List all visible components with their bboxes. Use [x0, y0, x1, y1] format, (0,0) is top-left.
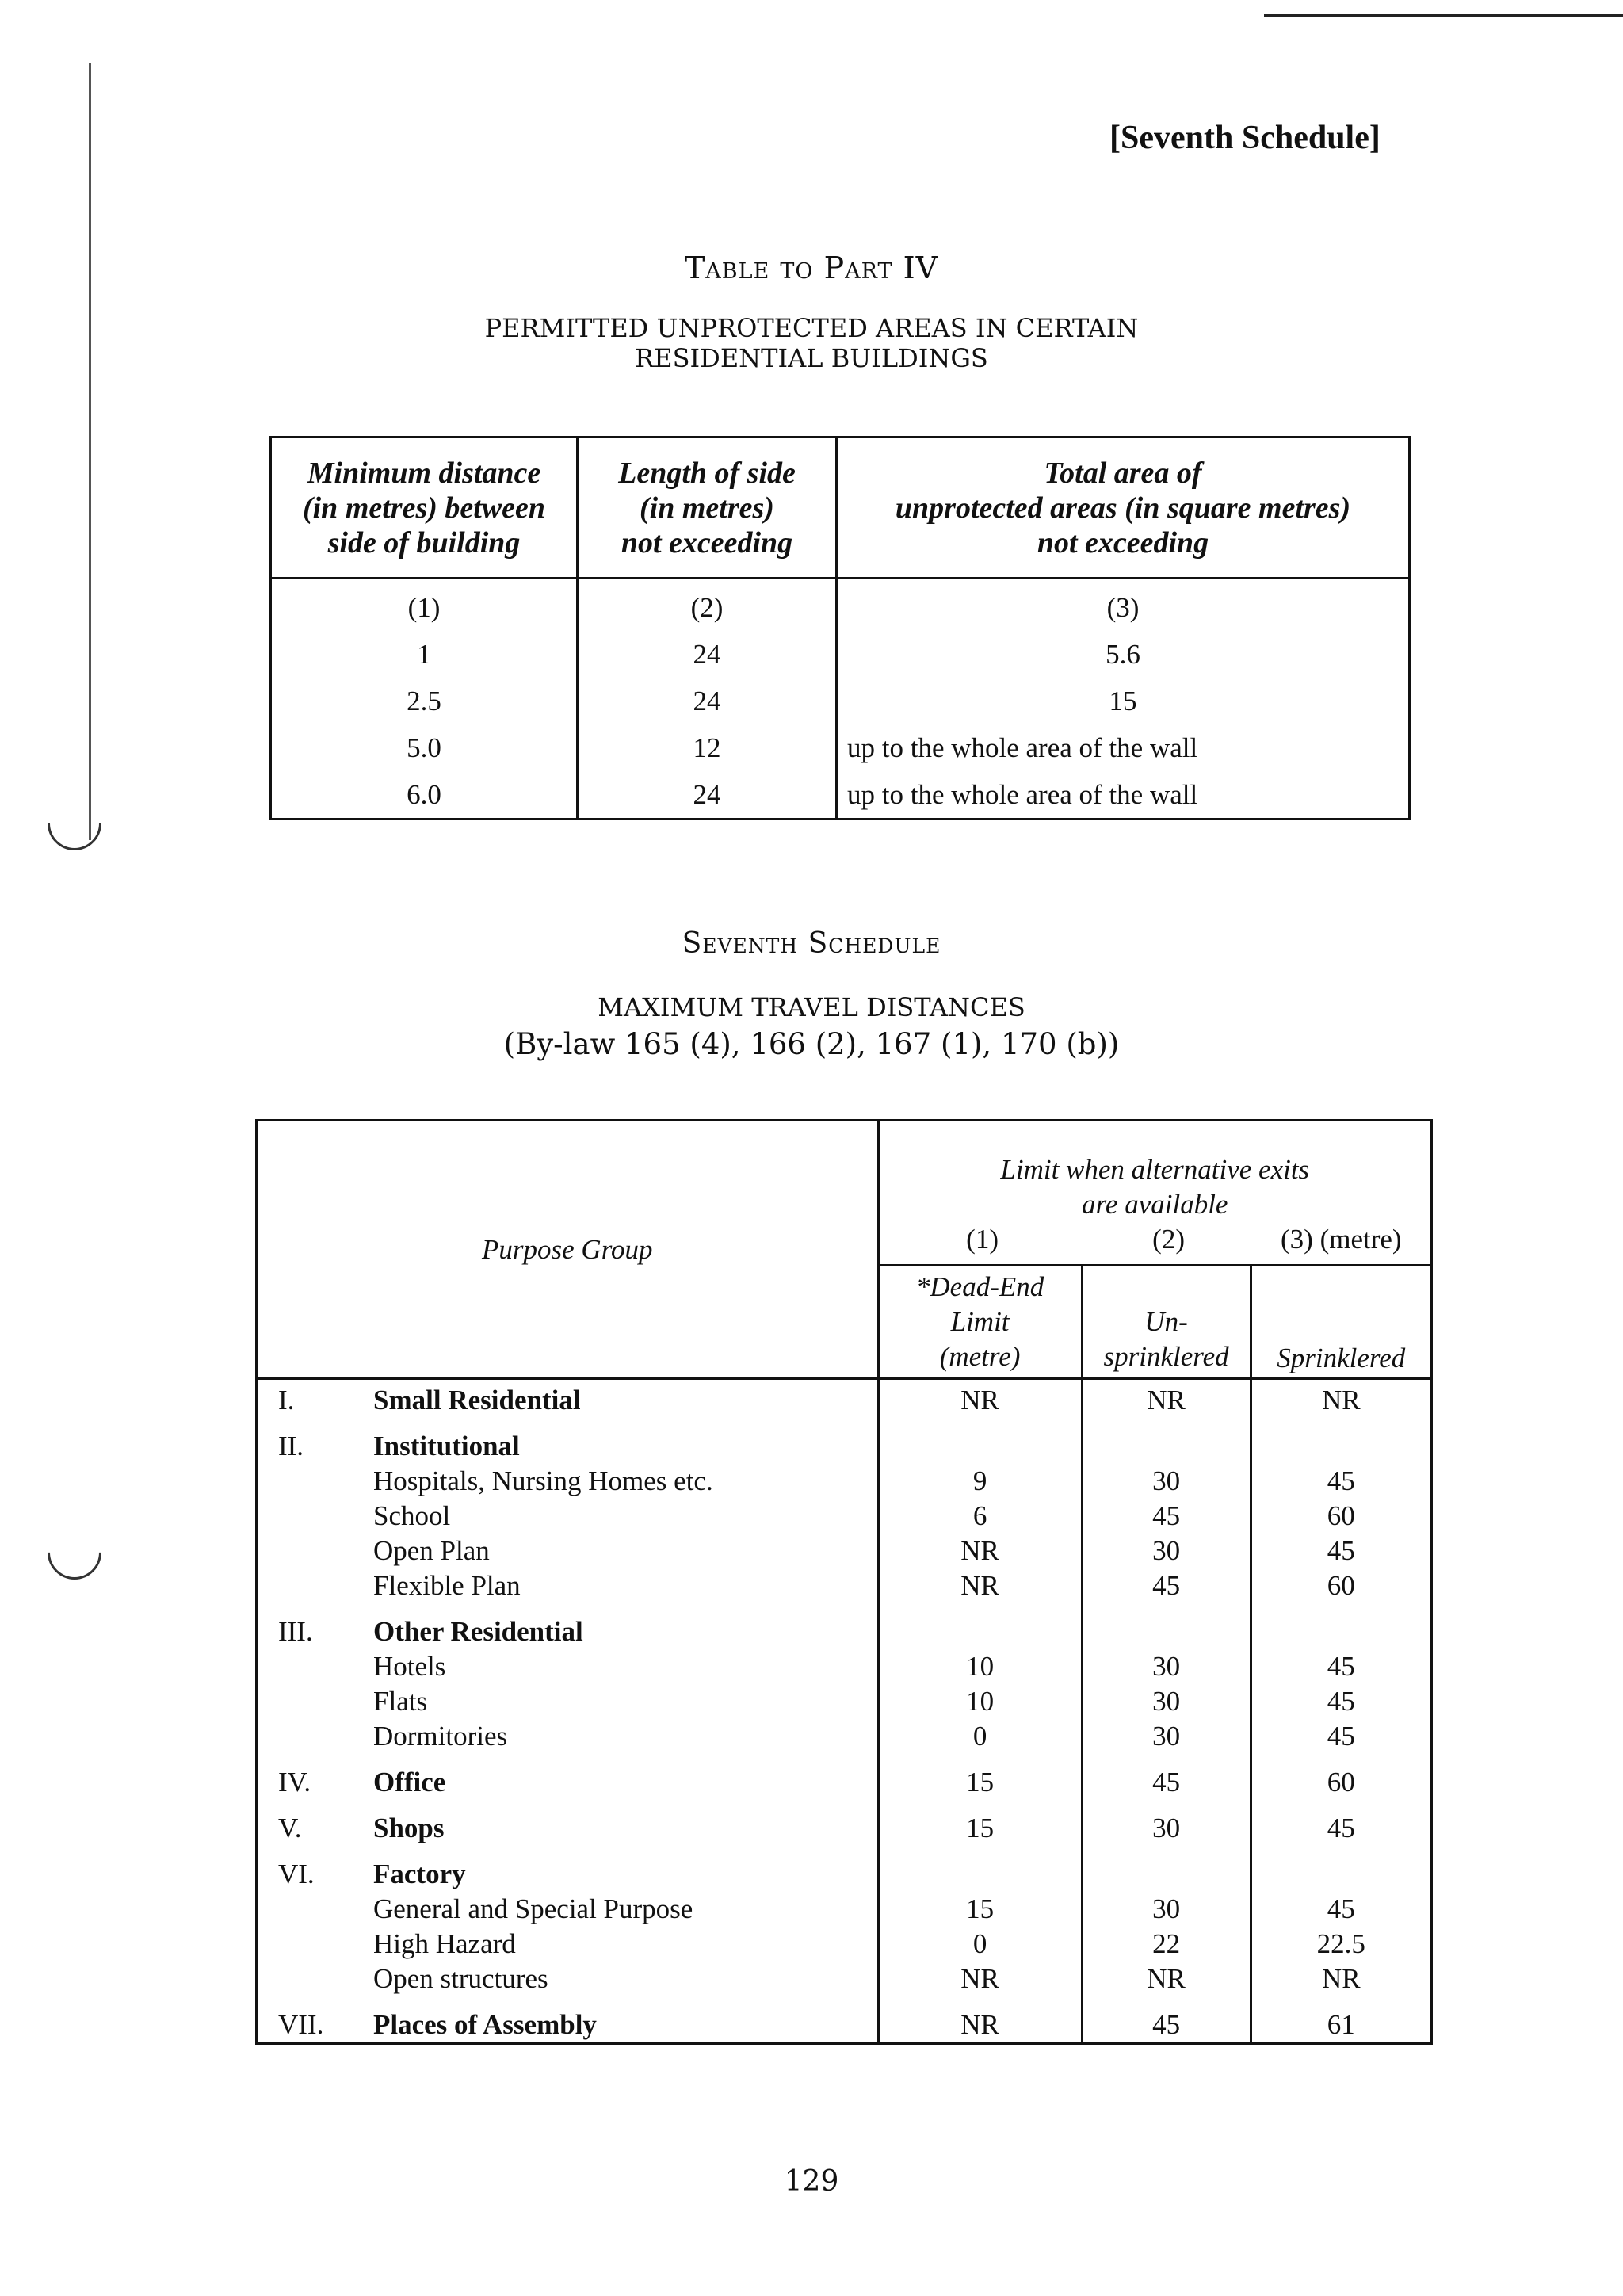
table-cell: 5.6 — [837, 631, 1410, 678]
purpose-item-row — [257, 1927, 1432, 1962]
group-numeral: II. — [278, 1431, 304, 1461]
table-cell: 15 — [837, 678, 1410, 724]
purpose-group-row — [257, 1800, 1432, 1846]
table-cell: 2.5 — [271, 678, 578, 724]
table-cell: 6.0 — [271, 771, 578, 819]
value-cell: 6 — [878, 1499, 1082, 1534]
value-cell: 60 — [1251, 1754, 1431, 1800]
value-cell: 45 — [1082, 1754, 1251, 1800]
numeral-spacer — [257, 1927, 374, 1962]
purpose-group-row — [257, 1754, 1432, 1800]
value-cell: NR — [1251, 1379, 1431, 1419]
purpose-item-row — [257, 1892, 1432, 1927]
punch-hole-mark — [36, 1515, 113, 1591]
column-number: (1) — [966, 1224, 999, 1255]
column-number: (3) — [837, 579, 1410, 632]
numeral-spacer — [257, 1719, 374, 1754]
purpose-item-name: General and Special Purpose — [373, 1893, 693, 1924]
group-name: Small Residential — [373, 1385, 581, 1415]
empty-cell — [878, 1603, 1082, 1649]
purpose-item-name: Flexible Plan — [373, 1570, 521, 1601]
purpose-item-row — [257, 1719, 1432, 1754]
value-cell: NR — [878, 1568, 1082, 1603]
value-cell: 15 — [878, 1800, 1082, 1846]
table-one-title: Table to Part IV — [684, 250, 939, 285]
group-numeral: I. — [278, 1385, 295, 1415]
value-cell: NR — [878, 1534, 1082, 1568]
table-cell: up to the whole area of the wall — [837, 771, 1410, 819]
purpose-item-row — [257, 1464, 1432, 1499]
value-cell: 30 — [1082, 1649, 1251, 1684]
value-cell: 45 — [1251, 1892, 1431, 1927]
purpose-item-row — [257, 1649, 1432, 1684]
table-cell: 24 — [578, 771, 837, 819]
value-cell: 60 — [1251, 1568, 1431, 1603]
page-number: 129 — [784, 2165, 839, 2198]
value-cell: 30 — [1082, 1534, 1251, 1568]
value-cell: 45 — [1251, 1800, 1431, 1846]
purpose-item-name: Hospitals, Nursing Homes etc. — [373, 1465, 713, 1496]
table-cell: 5.0 — [271, 724, 578, 771]
empty-cell — [1082, 1418, 1251, 1464]
unsprinklered-header: Un- sprinklered — [1082, 1266, 1251, 1379]
purpose-group-row — [257, 1418, 1432, 1464]
table-cell: 24 — [578, 631, 837, 678]
value-cell: 45 — [1082, 1996, 1251, 2044]
bylaw-reference: (By-law 165 (4), 166 (2), 167 (1), 170 (b)) — [503, 1027, 1120, 1061]
purpose-item-name: Open Plan — [373, 1535, 490, 1566]
group-name: Factory — [373, 1859, 466, 1889]
table-row — [271, 631, 1410, 678]
numeral-spacer — [257, 1962, 374, 1996]
numeral-spacer — [257, 1892, 374, 1927]
subtitle-line: RESIDENTIAL BUILDINGS — [635, 343, 988, 373]
table-one-subtitle — [0, 313, 1623, 373]
value-cell: 30 — [1082, 1892, 1251, 1927]
running-head: [Seventh Schedule] — [1109, 120, 1381, 156]
column-header: Length of side (in metres) not exceeding — [578, 437, 837, 579]
purpose-item-row — [257, 1684, 1432, 1719]
value-cell: 45 — [1251, 1464, 1431, 1499]
numeral-spacer — [257, 1684, 374, 1719]
table-row — [271, 678, 1410, 724]
value-cell: 22.5 — [1251, 1927, 1431, 1962]
value-cell: 45 — [1251, 1719, 1431, 1754]
value-cell: 45 — [1082, 1499, 1251, 1534]
table-cell: up to the whole area of the wall — [837, 724, 1410, 771]
value-cell: 15 — [878, 1754, 1082, 1800]
purpose-item-name: Hotels — [373, 1651, 446, 1682]
punch-hole-mark — [36, 785, 113, 861]
value-cell: 30 — [1082, 1464, 1251, 1499]
value-cell: 45 — [1251, 1534, 1431, 1568]
column-number-row — [271, 579, 1410, 632]
travel-distances-table — [255, 1119, 1433, 2045]
purpose-item-row — [257, 1499, 1432, 1534]
column-number: (3) (metre) — [1281, 1224, 1402, 1255]
purpose-group-header: Purpose Group — [257, 1121, 879, 1379]
value-cell: 61 — [1251, 1996, 1431, 2044]
empty-cell — [1082, 1603, 1251, 1649]
purpose-item-row — [257, 1962, 1432, 1996]
dead-end-header: *Dead-End Limit (metre) — [878, 1266, 1082, 1379]
value-cell: NR — [878, 1996, 1082, 2044]
empty-cell — [1082, 1846, 1251, 1892]
purpose-group-row — [257, 1996, 1432, 2044]
column-number: (1) — [271, 579, 578, 632]
column-number-row — [880, 1222, 1430, 1257]
value-cell: NR — [878, 1962, 1082, 1996]
value-cell: 22 — [1082, 1927, 1251, 1962]
page-edge — [89, 63, 91, 840]
group-name: Institutional — [373, 1431, 520, 1461]
value-cell: 10 — [878, 1684, 1082, 1719]
value-cell: 10 — [878, 1649, 1082, 1684]
group-name: Office — [373, 1767, 446, 1797]
empty-cell — [1251, 1418, 1431, 1464]
purpose-group-row — [257, 1379, 1432, 1419]
purpose-group-row — [257, 1603, 1432, 1649]
numeral-spacer — [257, 1649, 374, 1684]
table-row — [271, 724, 1410, 771]
schedule-title: Seventh Schedule — [682, 927, 941, 960]
value-cell: NR — [1082, 1379, 1251, 1419]
subtitle-line: PERMITTED UNPROTECTED AREAS IN CERTAIN — [484, 313, 1139, 343]
unprotected-areas-table — [269, 436, 1411, 820]
limit-header — [878, 1121, 1431, 1266]
empty-cell — [878, 1418, 1082, 1464]
purpose-item-name: School — [373, 1500, 451, 1531]
limit-header-line: Limit when alternative exits — [1000, 1154, 1310, 1185]
sprinklered-header: Sprinklered — [1251, 1266, 1431, 1379]
column-header: Total area of unprotected areas (in square metres) not exceeding — [837, 437, 1410, 579]
value-cell: NR — [1082, 1962, 1251, 1996]
column-number: (2) — [578, 579, 837, 632]
column-header: Minimum distance (in metres) between side of building — [271, 437, 578, 579]
purpose-group-row — [257, 1846, 1432, 1892]
schedule-subtitle: MAXIMUM TRAVEL DISTANCES — [598, 992, 1025, 1022]
group-name: Places of Assembly — [373, 2009, 597, 2040]
purpose-item-name: High Hazard — [373, 1928, 516, 1959]
purpose-item-name: Flats — [373, 1686, 428, 1717]
value-cell: NR — [878, 1379, 1082, 1419]
value-cell: NR — [1251, 1962, 1431, 1996]
empty-cell — [878, 1846, 1082, 1892]
table-cell: 12 — [578, 724, 837, 771]
value-cell: 9 — [878, 1464, 1082, 1499]
empty-cell — [1251, 1846, 1431, 1892]
column-number: (2) — [1152, 1224, 1185, 1255]
purpose-item-name: Dormitories — [373, 1721, 508, 1752]
group-numeral: V. — [278, 1813, 302, 1843]
table-cell: 1 — [271, 631, 578, 678]
value-cell: 45 — [1251, 1649, 1431, 1684]
group-name: Other Residential — [373, 1616, 583, 1647]
value-cell: 45 — [1082, 1568, 1251, 1603]
limit-header-line: are available — [1082, 1189, 1228, 1220]
group-numeral: VII. — [278, 2009, 324, 2040]
purpose-item-name: Open structures — [373, 1963, 548, 1994]
value-cell: 30 — [1082, 1684, 1251, 1719]
numeral-spacer — [257, 1568, 374, 1603]
table-cell: 24 — [578, 678, 837, 724]
table-row — [271, 771, 1410, 819]
top-rule — [1264, 14, 1623, 17]
group-numeral: III. — [278, 1616, 313, 1647]
value-cell: 15 — [878, 1892, 1082, 1927]
numeral-spacer — [257, 1534, 374, 1568]
group-name: Shops — [373, 1813, 445, 1843]
numeral-spacer — [257, 1499, 374, 1534]
value-cell: 45 — [1251, 1684, 1431, 1719]
value-cell: 30 — [1082, 1800, 1251, 1846]
numeral-spacer — [257, 1464, 374, 1499]
group-numeral: IV. — [278, 1767, 311, 1797]
empty-cell — [1251, 1603, 1431, 1649]
value-cell: 30 — [1082, 1719, 1251, 1754]
group-numeral: VI. — [278, 1859, 315, 1889]
value-cell: 0 — [878, 1927, 1082, 1962]
value-cell: 0 — [878, 1719, 1082, 1754]
purpose-item-row — [257, 1534, 1432, 1568]
value-cell: 60 — [1251, 1499, 1431, 1534]
purpose-item-row — [257, 1568, 1432, 1603]
